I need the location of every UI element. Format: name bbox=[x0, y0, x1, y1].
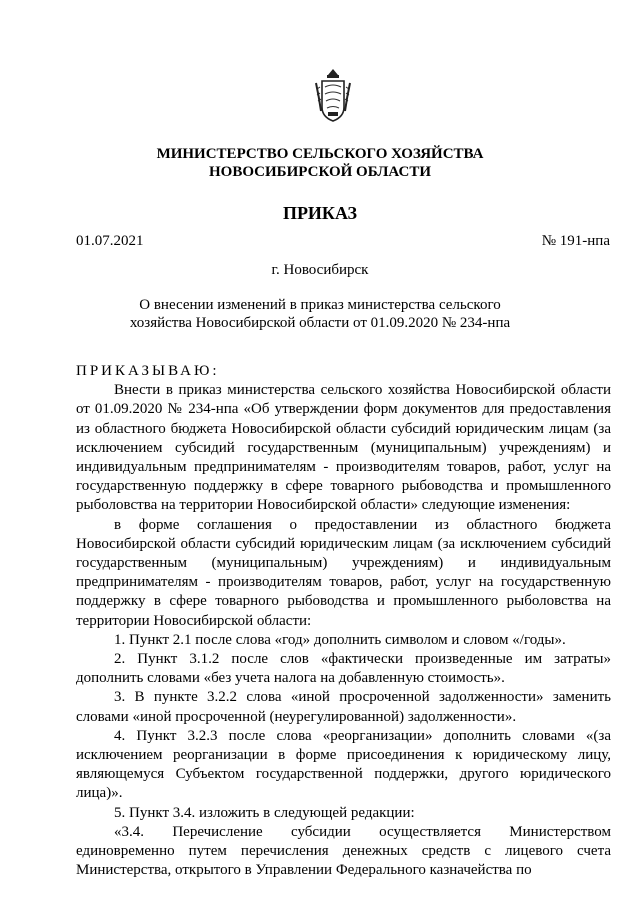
paragraph-item-1: 1. Пункт 2.1 после слова «год» дополнить символом и словом «/годы». bbox=[114, 631, 566, 648]
coat-of-arms-icon bbox=[314, 67, 352, 125]
subject-line1: О внесении изменений в приказ министерства сельского bbox=[139, 297, 501, 313]
ministry-name-line2: НОВОСИБИРСКОЙ ОБЛАСТИ bbox=[208, 164, 432, 180]
doc-type-title: ПРИКАЗ bbox=[282, 203, 358, 223]
paragraph-item-4: 4. Пункт 3.2.3 после слова «реорганизации» дополнить словами «(за исключением реорганизации в форме присоединения к юридическому лицу, являющемуся Субъектом государственной поддержки, другого юридического лица)». bbox=[76, 727, 611, 802]
order-body bbox=[76, 362, 611, 880]
order-date: 01.07.2021 bbox=[76, 233, 144, 249]
paragraph-item-2: 2. Пункт 3.1.2 после слов «фактически произведенные им затраты» дополнить словами «без учета налога на добавленную стоимость». bbox=[76, 651, 611, 687]
paragraph-main: Внести в приказ министерства сельского хозяйства Новосибирской области от 01.09.2020 № 234-нпа «Об утверждении форм документов для предоставления из областного бюджета Новосибирской области субсидий юридическим лицам (за исключением субсидий государственным (муниципальным) учреждениям) и индивидуальным предпринимателям - производителям товаров, работ, услуг на государственную поддержку в сфере товарного рыбоводства и промышленного рыболовства на территории Новосибирской области» следующие изменения: bbox=[76, 382, 611, 514]
ministry-name-line1: МИНИСТЕРСТВО СЕЛЬСКОГО ХОЗЯЙСТВА bbox=[156, 146, 484, 162]
subject-line2: хозяйства Новосибирской области от 01.09.2020 № 234-нпа bbox=[129, 315, 511, 331]
order-city: г. Новосибирск bbox=[271, 262, 369, 278]
paragraph-item-3: 3. В пункте 3.2.2 слова «иной просроченной задолженности» заменить словами «иной просроченной (неурегулированной) задолженности». bbox=[76, 689, 611, 725]
order-number: № 191-нпа bbox=[541, 233, 610, 249]
paragraph-agreement: в форме соглашения о предоставлении из областного бюджета Новосибирской области субсидий юридическим лицам (за исключением субсидий государственным (муниципальным) учреждениям) и индивидуальным предпринимателям - производителям товаров, работ, услуг на государственную поддержку в сфере товарного рыбоводства и промышленного рыболовства на территории Новосибирской области: bbox=[76, 516, 611, 629]
paragraph-item-5: 5. Пункт 3.4. изложить в следующей редакции: bbox=[114, 804, 415, 821]
order-word: ПРИКАЗЫВАЮ: bbox=[76, 363, 220, 379]
paragraph-item-5-text: «3.4. Перечисление субсидии осуществляется Министерством единовременно путем перечисления денежных средств с лицевого счета Министерства, открытого в Управлении Федерального казначейства по bbox=[76, 823, 611, 879]
